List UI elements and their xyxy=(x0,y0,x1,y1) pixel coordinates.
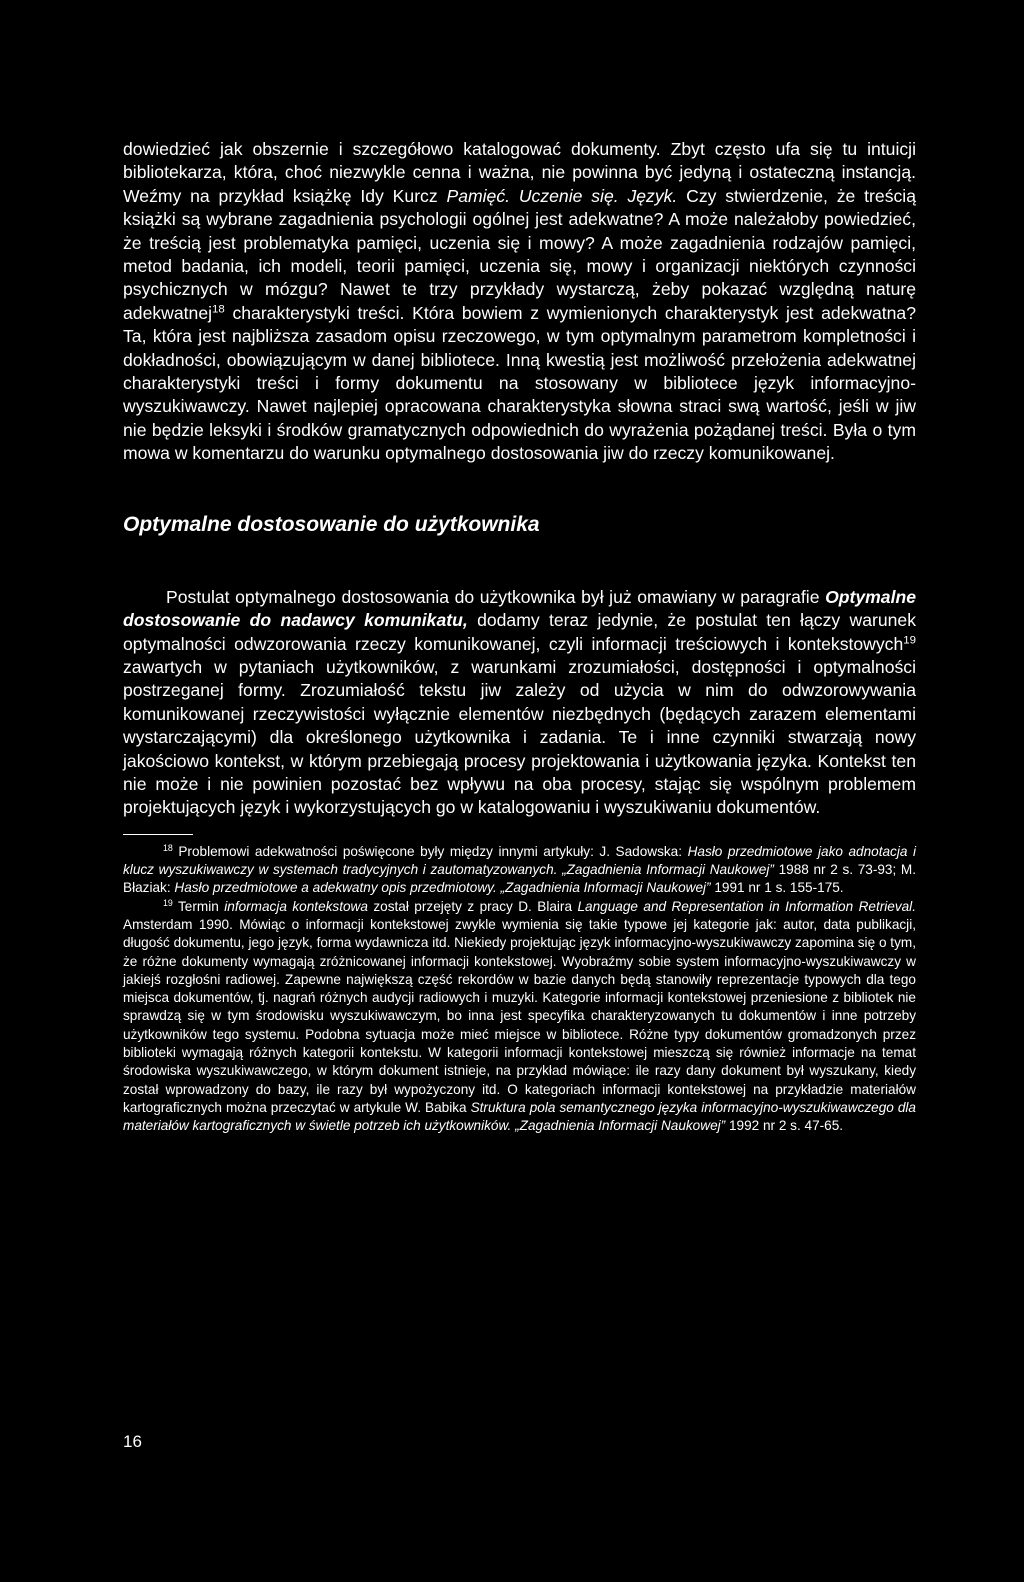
text-run: 1988 nr 2 s. 73-93; M. Błaziak: xyxy=(123,862,917,896)
footnote-number: 19 xyxy=(163,897,173,908)
cited-title: Hasło przedmiotowe a adekwatny opis przedmiotowy. xyxy=(174,880,497,896)
text-run: został przejęty z pracy D. Blaira xyxy=(367,898,578,914)
term: informacja kontekstowa xyxy=(224,898,368,914)
text-run: Problemowi adekwatności poświęcone były między innymi artykuły: J. Sadowska: xyxy=(172,843,688,859)
book-title: Pamięć. Uczenie się. Język. xyxy=(446,185,678,206)
page-number: 16 xyxy=(123,1432,142,1451)
text-run: dowiedzieć jak obszernie i szczegółowo katalogować dokumenty. Zbyt często ufa się tu intuicji bibliotekarza, która, choć niezwykle cenna i ważna, nie powinna być jedyną i ostateczną instancją. Weźmy na przykład książkę Idy Kurcz xyxy=(123,139,916,206)
text-run: Czy stwierdzenie, że treścią książki są wybrane zagadnienia psychologii ogólnej jest adekwatne? A może należałoby powiedzieć, że treścią jest problematyka pamięci, uczenia się i mowy? A może zagadnienia rodzajów pamięci, metod badania, ich modeli, teorii pamięci, uczenia się, mowy i organizacji niektórych czynności psychicznych w mózgu? Nawet te trzy przykłady wystarczą, żeby pokazać względną naturę adekwatnej xyxy=(123,185,916,323)
footnote-18 xyxy=(123,843,916,898)
cited-title: Language and Representation in Information Retrieval. xyxy=(577,898,916,914)
footnote-ref-18[interactable]: 18 xyxy=(212,303,225,316)
text-run: Postulat optymalnego dostosowania do użytkownika był już omawiany w paragrafie xyxy=(166,586,826,607)
journal-title: „Zagadnienia Informacji Naukowej” xyxy=(515,1118,726,1134)
body-paragraph-2 xyxy=(123,586,916,820)
section-heading: Optymalne dostosowanie do użytkownika xyxy=(123,512,540,536)
text-run: dodamy teraz jedynie, że postulat ten łączy warunek optymalności odwzorowania rzeczy komunikowanej, czyli informacji treściowych i kontekstowych xyxy=(123,610,917,654)
page-content xyxy=(123,138,916,1136)
text-run: Amsterdam 1990. Mówiąc o informacji kontekstowej zwykle wymienia się takie typowe jej kategorie jak: autor, data publikacji, długość dokumentu, jego język, forma wydawnicza itd. Niekiedy projektując język informacyjno-wyszukiwawczy zapomina się o tym, że różne dokumenty wymagają zróżnicowanej informacji kontekstowej. Wyobraźmy sobie system informacyjno-wyszukiwawczy w jakiejś rozgłośni radiowej. Zapewne największą część rekordów w bazie danych będą stanowiły reprezentacje typowych dla tego miejsca dokumentów, tj. nagrań różnych audycji radiowych i muzyki. Kategorie informacji kontekstowej przeniesione z bibliotek nie sprawdzą się w tym środowisku wyszukiwawczym, bo inna jest specyfika charakteryzowanych tu dokumentów i inne potrzeby użytkowników tego systemu. Podobna sytuacja może mieć miejsce w bibliotece. Różne typy dokumentów gromadzonych przez biblioteki wymagają różnych kategorii kontekstu. W kategorii informacji kontekstowej mieszczą się również informacje na temat środowiska wyszukiwawczego, w którym dokument istnieje, na przykład mówiące: ile razy dany dokument był wyszukany, kiedy został wprowadzony do bazy, ile razy był wypożyczony itd. O kategoriach informacji kontekstowej na przykładzie materiałów kartograficznych można przeczytać w artykule W. Babika xyxy=(123,916,916,1115)
text-run: charakterystyki treści. Która bowiem z wymienionych charakterystyk jest adekwatna? Ta, która jest najbliższa zasadom opisu rzeczowego, w tym optymalnym parametrom kompletności i dokładności, obowiązującym w danej bibliotece. Inną kwestią jest możliwość przełożenia adekwatnej charakterystyki treści i formy dokumentu na stosowany w bibliotece język informacyjno-wyszukiwawczy. Nawet najlepiej opracowana charakterystyka słowna straci swą wartość, jeśli w jiw nie będzie leksyki i środków gramatycznych odpowiednich do wyrażenia pożądanej treści. Była o tym mowa w komentarzu do warunku optymalnego dostosowania jiw do rzeczy komunikowanej. xyxy=(123,302,916,464)
cited-title: Struktura pola semantycznego języka informacyjno-wyszukiwawczego dla materiałów kartograficznych w świetle potrzeb ich użytkowników. xyxy=(123,1099,916,1134)
footnote-number: 18 xyxy=(163,842,173,853)
text-run: 1992 nr 2 s. 47-65. xyxy=(725,1118,844,1134)
cited-title: Hasło przedmiotowe jako adnotacja i klucz wyszukiwawczy w systemach tradycyjnych i zautomatyzowanych. xyxy=(123,843,916,878)
journal-title: „Zagadnienia Informacji Naukowej” xyxy=(562,862,774,878)
text-run: Termin xyxy=(172,898,225,914)
footnotes xyxy=(123,843,916,1136)
text-run: zawartych w pytaniach użytkowników, z warunkami zrozumiałości, dostępności i optymalności postrzeganej formy. Zrozumiałość tekstu jiw zależy od użycia w nim do odwzorowywania komunikowanej rzeczywistości wyłącznie elementów niezbędnych (będących zarazem elementami wystarczającymi) dla określonego użytkownika i zadania. Te i inne czynniki stwarzają nowy jakościowo kontekst, w którym przebiegają procesy projektowania i użytkowania języka. Kontekst ten nie może i nie powinien pozostać bez wpływu na oba procesy, stając się wspólnym problemem projektujących język i wykorzystujących go w katalogowaniu i wyszukiwaniu dokumentów. xyxy=(123,656,916,818)
body-paragraph-1 xyxy=(123,138,916,466)
footnote-divider xyxy=(123,834,193,835)
paragraph-reference: Optymalne dostosowanie do nadawcy komunikatu, xyxy=(123,586,916,631)
footnote-19 xyxy=(123,898,916,1136)
journal-title: „Zagadnienia Informacji Naukowej” xyxy=(500,880,711,896)
footnote-ref-19[interactable]: 19 xyxy=(903,634,916,647)
text-run: 1991 nr 1 s. 155-175. xyxy=(710,880,844,896)
